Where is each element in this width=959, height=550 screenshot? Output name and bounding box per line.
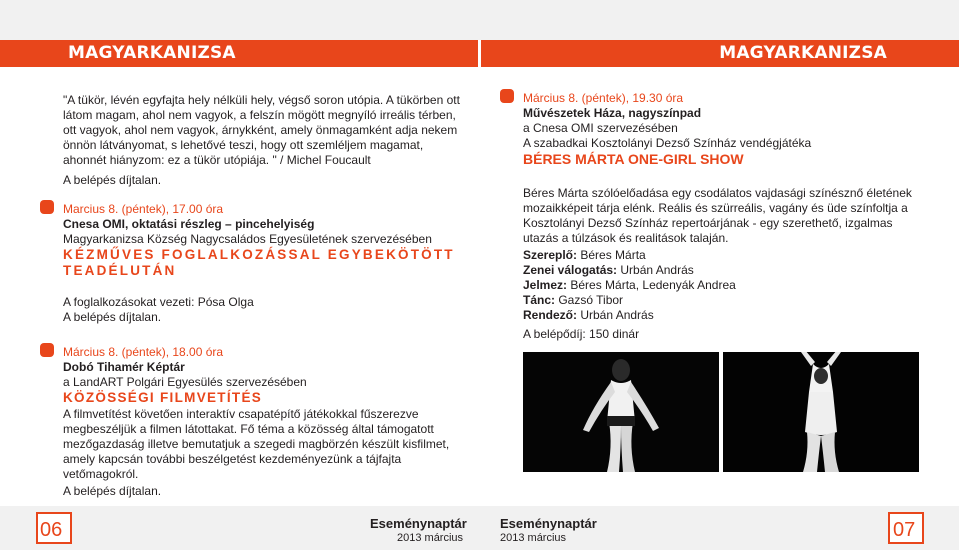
event-2-entry: A belépés díjtalan.	[63, 484, 162, 498]
event-2	[63, 345, 460, 482]
event-venue: Művészetek Háza, nagyszínpad	[523, 106, 702, 120]
performance-photo-right	[723, 352, 919, 472]
dancer-figure-left	[523, 352, 719, 472]
event-venue: Cnesa OMI, oktatási részleg – pincehelyiség	[63, 217, 315, 231]
credit-value: Béres Márta	[577, 248, 646, 262]
event-3	[523, 91, 923, 168]
credit-value: Urbán András	[617, 263, 694, 277]
description-line: A filmvetítést követően interaktív csapatépítő játékokkal fűszerezve	[63, 407, 419, 421]
footer-band	[0, 506, 959, 550]
event-title: BÉRES MÁRTA ONE-GIRL SHOW	[523, 151, 744, 167]
quote-line: önnön látványomat, s lehetővé teszi, hogy ott szemléljem magamat,	[63, 138, 424, 152]
event-marker	[40, 343, 54, 357]
event-venue: Dobó Tihamér Képtár	[63, 360, 185, 374]
event-1	[63, 202, 478, 279]
description-line: amely kapcsán további beszélgetést kezdeményezünk a tájfajta	[63, 452, 402, 466]
dancer-figure-right	[723, 352, 919, 472]
event-title: TEADÉLUTÁN	[63, 263, 177, 278]
event-1-info	[63, 295, 254, 325]
credit-label: Szereplő:	[523, 248, 578, 262]
quote-entry-note: A belépés díjtalan.	[63, 173, 162, 187]
credit-value: Béres Márta, Ledenyák Andrea	[567, 278, 736, 292]
left-footer-subtitle: 2013 március	[397, 532, 464, 544]
event-marker	[500, 89, 514, 103]
left-banner-title: MAGYARKANIZSA	[68, 43, 236, 63]
description-line: megbeszéljük a filmen látottakat. Fő téma a közösség által támogatott	[63, 422, 434, 436]
event-guest: A szabadkai Kosztolányi Dezső Színház vendégjátéka	[523, 136, 812, 150]
credit-value: Gazsó Tibor	[555, 293, 624, 307]
credit-label: Rendező:	[523, 308, 577, 322]
credit-row	[523, 278, 736, 293]
event-organizer: Magyarkanizsa Község Nagycsaládos Egyesületének szervezésében	[63, 232, 432, 246]
event-organizer: a Cnesa OMI szervezésében	[523, 121, 678, 135]
event-title: KÖZÖSSÉGI FILMVETÍTÉS	[63, 390, 263, 405]
right-page-number: 07	[893, 519, 916, 541]
description-line: Kosztolányi Dezső Színház repertoárjának - egy szerethető, izgalmas	[523, 216, 893, 230]
event-note: A foglalkozásokat vezeti: Pósa Olga	[63, 295, 254, 309]
event-marker	[40, 200, 54, 214]
performance-photo-left	[523, 352, 719, 472]
quote-block	[63, 93, 460, 168]
credit-row	[523, 308, 736, 323]
credit-row	[523, 293, 736, 308]
right-footer-subtitle: 2013 március	[500, 532, 567, 544]
credit-label: Zenei válogatás:	[523, 263, 618, 277]
event-3-price: A belépődíj: 150 dinár	[523, 327, 640, 341]
credit-label: Jelmez:	[523, 278, 568, 292]
event-description	[63, 407, 460, 482]
quote-line: ott vagyok, ahol nem vagyok, árnykként, amely önmagamként adja nekem	[63, 123, 458, 137]
event-organizer: a LandART Polgári Egyesülés szervezésében	[63, 375, 307, 389]
left-footer-title: Eseménynaptár	[370, 516, 467, 531]
credit-label: Tánc:	[523, 293, 556, 307]
description-line: mozaikképeit tárja elénk. Reális és szürreális, vagány és üde színfoltja a	[523, 201, 908, 215]
event-date: Marcius 8. (péntek), 17.00 óra	[63, 202, 224, 216]
credit-row	[523, 263, 736, 278]
quote-line: látom magam, ahol nem vagyok, a felszín mögött megnyíló irreális térben,	[63, 108, 456, 122]
page-gutter	[478, 40, 481, 67]
credit-value: Urbán András	[577, 308, 654, 322]
event-title: KÉZMŰVES FOGLALKOZÁSSAL EGYBEKÖTÖTT	[63, 247, 455, 262]
event-3-description	[523, 186, 923, 246]
event-date: Március 8. (péntek), 19.30 óra	[523, 91, 684, 105]
event-3-credits	[523, 248, 736, 323]
description-line: vetőmagokról.	[63, 467, 139, 481]
description-line: utazás a túlzások és realitások talaján.	[523, 231, 729, 245]
top-band	[0, 0, 959, 40]
event-entry: A belépés díjtalan.	[63, 310, 162, 324]
quote-line: ahonnét hiányzom: ez a tükör utópiája. " / Michel Foucault	[63, 153, 371, 167]
left-page-number: 06	[40, 519, 63, 541]
right-footer-title: Eseménynaptár	[500, 516, 597, 531]
quote-line: "A tükör, lévén egyfajta hely nélküli hely, végső soron utópia. A tükörben ott	[63, 93, 460, 107]
credit-row	[523, 248, 736, 263]
description-line: mezőgazdaság illetve bemutatjuk a szegedi magbörzén készült kisfilmet,	[63, 437, 450, 451]
event-date: Március 8. (péntek), 18.00 óra	[63, 345, 224, 359]
right-banner-title: MAGYARKANIZSA	[719, 43, 887, 63]
description-line: Béres Márta szólóelőadása egy csodálatos vajdasági színésznő életének	[523, 186, 912, 200]
